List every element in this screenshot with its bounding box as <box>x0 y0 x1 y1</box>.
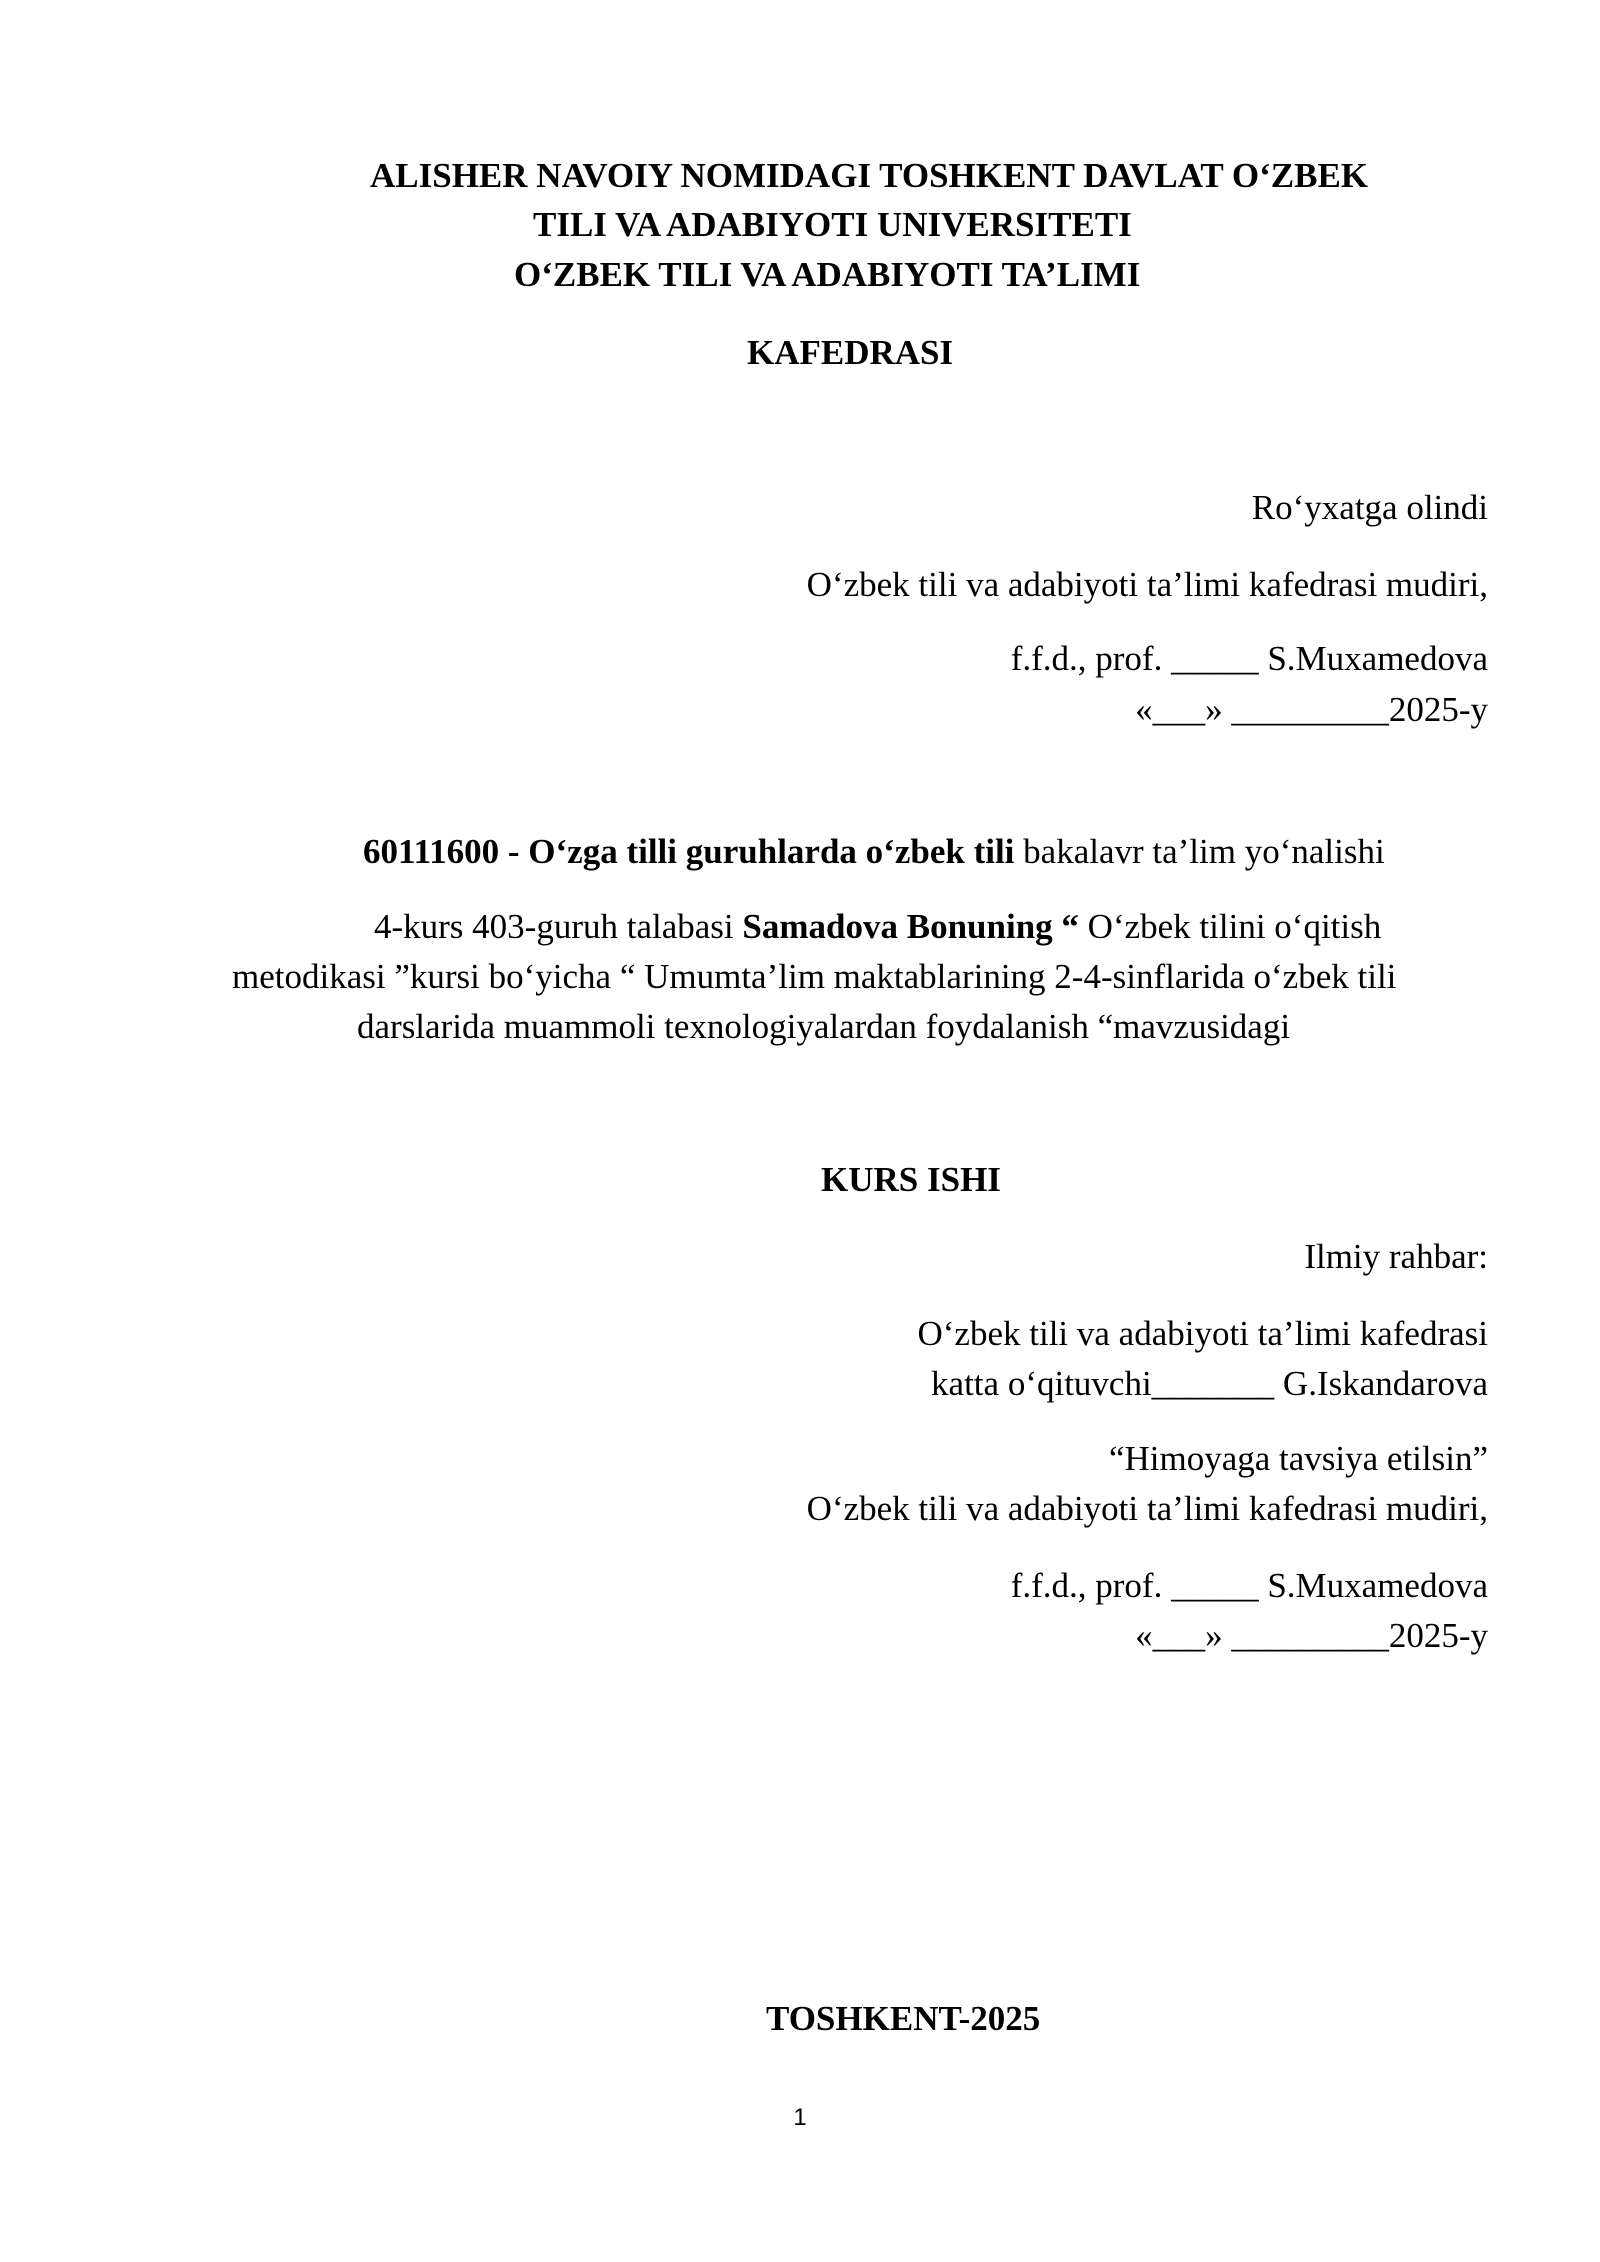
university-name-line-1: ALISHER NAVOIY NOMIDAGI TOSHKENT DAVLAT O‘ZBEK <box>370 156 1369 195</box>
head-signature-top: f.f.d., prof. _____ S.Muxamedova <box>1010 639 1488 678</box>
supervisor-label: Ilmiy rahbar: <box>1304 1237 1488 1276</box>
university-name-line-2: TILI VA ADABIYOTI UNIVERSITETI <box>533 205 1132 244</box>
topic-line-1: metodikasi ”kursi bo‘yicha “ Umumta’lim maktablarining 2-4-sinflarida o‘zbek tili <box>232 957 1397 996</box>
student-line <box>374 905 1381 949</box>
student-name: Samadova Bonuning “ <box>742 907 1079 946</box>
supervisor-name: katta o‘qituvchi_______ G.Iskandarova <box>931 1364 1488 1403</box>
registered-label: Ro‘yxatga olindi <box>1251 488 1488 527</box>
program-line <box>363 830 1385 874</box>
department-label: KAFEDRASI <box>747 333 954 372</box>
page-number: 1 <box>793 2104 807 2131</box>
head-signature-bottom: f.f.d., prof. _____ S.Muxamedova <box>1010 1566 1488 1605</box>
document-type: KURS ISHI <box>821 1160 1001 1199</box>
head-position-bottom: O‘zbek tili va adabiyoti ta’limi kafedrasi mudiri, <box>806 1489 1488 1528</box>
topic-line-2: darslarida muammoli texnologiyalardan foydalanish “mavzusidagi <box>357 1007 1291 1046</box>
city-year: TOSHKENT-2025 <box>766 1999 1041 2038</box>
approval-date-bottom: «___» _________2025-y <box>1135 1616 1488 1655</box>
program-code: 60111600 - O‘zga tilli guruhlarda o‘zbek tili <box>363 832 1015 871</box>
program-suffix: bakalavr ta’lim yo‘nalishi <box>1014 832 1385 871</box>
defense-recommendation: “Himoyaga tavsiya etilsin” <box>1108 1439 1488 1478</box>
supervisor-department: O‘zbek tili va adabiyoti ta’limi kafedrasi <box>917 1314 1488 1353</box>
approval-date-top: «___» _________2025-y <box>1135 690 1488 729</box>
department-name-line: O‘ZBEK TILI VA ADABIYOTI TA’LIMI <box>514 255 1141 294</box>
head-position-top: O‘zbek tili va adabiyoti ta’limi kafedrasi mudiri, <box>806 565 1488 604</box>
student-prefix: 4-kurs 403-guruh talabasi <box>374 907 743 946</box>
student-suffix: O‘zbek tilini o‘qitish <box>1078 907 1382 946</box>
